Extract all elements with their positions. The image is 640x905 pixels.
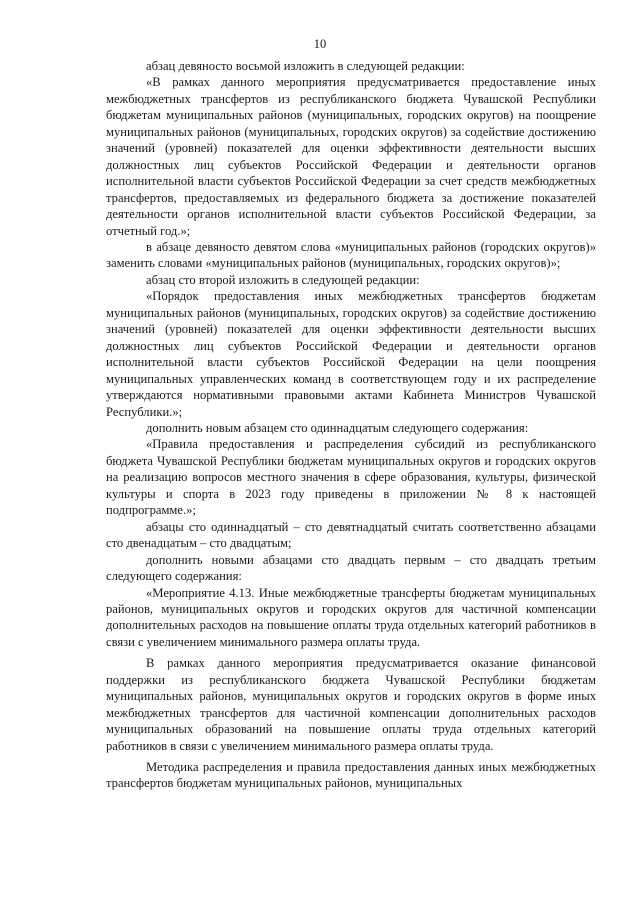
- paragraph: «Мероприятие 4.13. Иные межбюджетные трансферты бюджетам муниципальных районов, муниципальных округов и городских округов для частичной компенсации дополнительных расходов на повышение оплаты труда отдельных категорий работников в связи с увеличением минимального размера оплаты труда.: [106, 585, 596, 649]
- paragraph: «Правила предоставления и распределения субсидий из республиканского бюджета Чувашской Республики бюджетам муниципальных округов и городских округов на реализацию вопросов местного значения в сфере образования, культуры, физической культуры и спорта в 2023 году приведены в приложении № 8 к настоящей подпрограмме.»;: [106, 437, 596, 518]
- paragraph: абзац сто второй изложить в следующей редакции:: [146, 272, 420, 287]
- paragraph: дополнить новыми абзацами сто двадцать первым – сто двадцать третьим следующего содержания:: [106, 552, 596, 584]
- paragraph: Методика распределения и правила предоставления данных иных межбюджетных трансфертов бюджетам муниципальных районов, муниципальных: [106, 760, 596, 791]
- paragraph: абзац девяносто восьмой изложить в следующей редакции:: [146, 59, 465, 73]
- page-number: 10: [313, 37, 327, 51]
- paragraph: «В рамках данного мероприятия предусматривается предоставление иных межбюджетных трансфертов из республиканского бюджета Чувашской Республики бюджетам муниципальных районов (муниципальных, городских округов) на поощрение муниципальных районов (муниципальных, городских округов) за содействие достижению значений (уровней) показателей для оценки эффективности деятельности высших должностных лиц субъектов Российской Федерации и деятельности органов исполнительной власти субъектов Российской Федерации за счет средств межбюджетных трансфертов, предоставляемых из федерального бюджета за достижение показателей деятельности органов исполнительной власти субъектов Российской Федерации, за отчетный год.»;: [106, 75, 596, 238]
- paragraph: дополнить новым абзацем сто одиннадцатым следующего содержания:: [146, 420, 529, 435]
- paragraph: абзацы сто одиннадцатый – сто девятнадцатый считать соответственно абзацами сто двенадцатым – сто двадцатым;: [106, 519, 596, 551]
- document-text: [106, 58, 596, 792]
- paragraph: В рамках данного мероприятия предусматривается оказание финансовой поддержки из республиканского бюджета Чувашской Республики бюджетам муниципальных районов, муниципальных округов и городских округов в форме иных межбюджетных трансфертов для частичной компенсации дополнительных расходов муниципальных образований на повышение оплаты труда отдельных категорий работников в связи с увеличением минимального размера оплаты труда.: [106, 656, 596, 753]
- paragraph: в абзаце девяносто девятом слова «муниципальных районов (городских округов)» заменить словами «муниципальных районов (муниципальных, городских округов)»;: [106, 239, 596, 271]
- paragraph: «Порядок предоставления иных межбюджетных трансфертов бюджетам муниципальных районов (муниципальных, городских округов) за содействие достижению значений (уровней) показателей для оценки эффективности деятельности высших должностных лиц субъектов Российской Федерации и деятельности органов исполнительной власти субъектов Российской Федерации на цели поощрения муниципальных управленческих команд в соответствующем году и их распределение утверждаются нормативными правовыми актами Кабинета Министров Чувашской Республики.»;: [106, 289, 596, 419]
